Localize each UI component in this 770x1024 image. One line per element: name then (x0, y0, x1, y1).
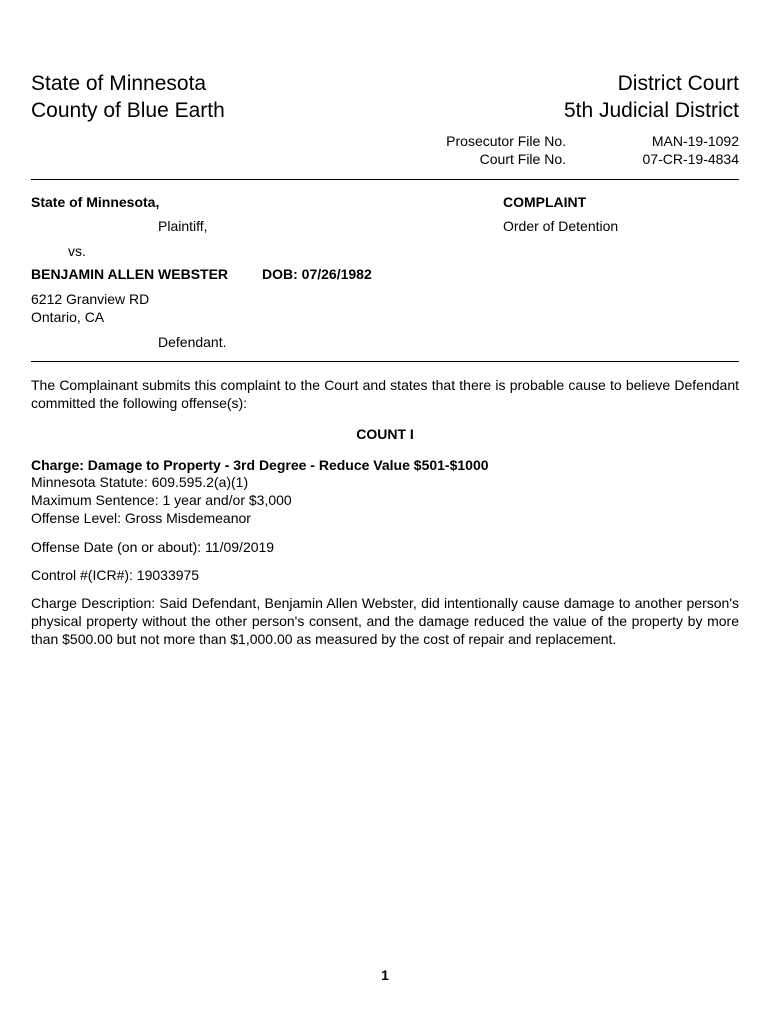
court-file-value: 07-CR-19-4834 (642, 151, 739, 167)
defendant-address-line1: 6212 Granview RD (31, 291, 150, 307)
prosecutor-file-label: Prosecutor File No. (446, 133, 566, 149)
county-heading: County of Blue Earth (31, 99, 225, 122)
plaintiff-name: State of Minnesota, (31, 194, 160, 210)
charge-description: Charge Description: Said Defendant, Benjamin Allen Webster, did intentionally cause damage to another person's physical property without the other person's consent, and the damage reduced the value of the property by more than $500.00 but not more than $1,000.00 as measured by the cost of repair and replacement. (31, 595, 739, 647)
document-type: COMPLAINT (503, 194, 587, 210)
document-subtype: Order of Detention (503, 218, 619, 234)
max-sentence: Maximum Sentence: 1 year and/or $3,000 (31, 492, 292, 508)
caption-divider (31, 361, 739, 362)
district-heading: 5th Judicial District (563, 99, 739, 122)
offense-date: Offense Date (on or about): 11/09/2019 (31, 539, 275, 555)
complaint-intro: The Complainant submits this complaint to the Court and states that there is probable cause to believe Defendant committed the following offense(s): (31, 377, 739, 411)
court-heading: District Court (617, 72, 739, 95)
count-title: COUNT I (356, 426, 414, 442)
page-number: 1 (381, 967, 389, 983)
defendant-dob: DOB: 07/26/1982 (262, 266, 372, 282)
court-file-label: Court File No. (479, 151, 566, 167)
statute: Minnesota Statute: 609.595.2(a)(1) (31, 474, 249, 490)
defendant-address-line2: Ontario, CA (31, 309, 105, 325)
plaintiff-role: Plaintiff, (158, 218, 208, 234)
offense-level: Offense Level: Gross Misdemeanor (31, 510, 251, 526)
prosecutor-file-value: MAN-19-1092 (651, 133, 739, 149)
versus-label: vs. (68, 243, 86, 259)
defendant-role: Defendant. (158, 334, 227, 350)
charge-title: Charge: Damage to Property - 3rd Degree - Reduce Value $501-$1000 (31, 457, 489, 473)
defendant-name: BENJAMIN ALLEN WEBSTER (31, 266, 229, 282)
header-divider (31, 179, 739, 180)
state-heading: State of Minnesota (31, 72, 207, 95)
control-number: Control #(ICR#): 19033975 (31, 567, 200, 583)
